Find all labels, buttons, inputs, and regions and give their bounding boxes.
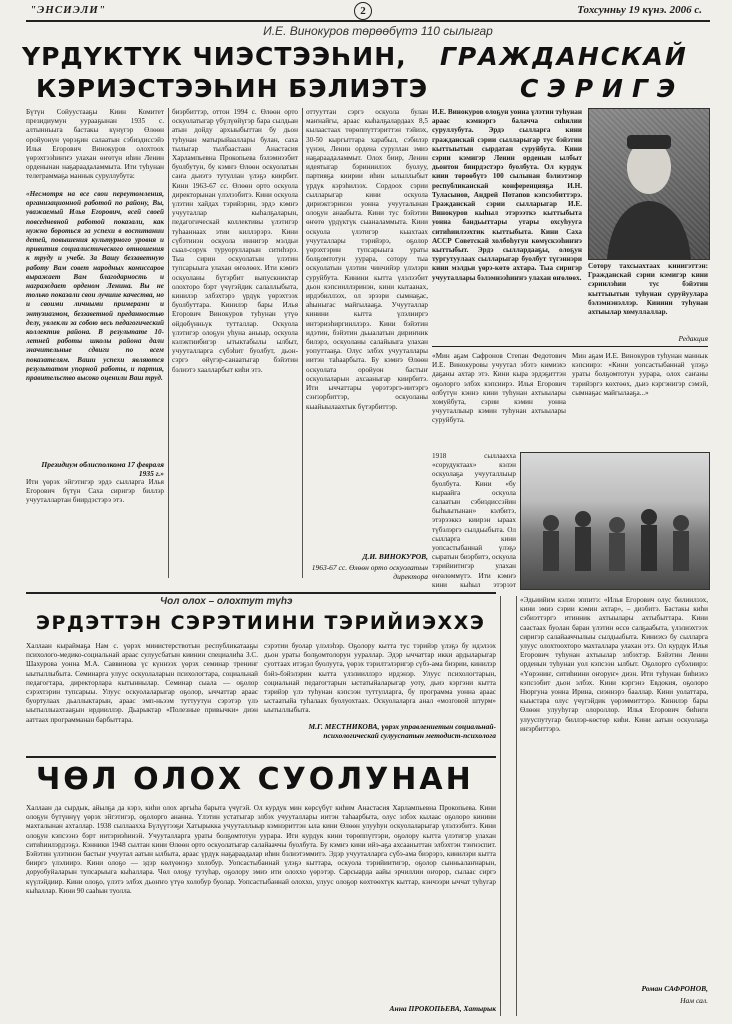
photo-side-text: 1918 сыллаахха «сорудуктаах» кэлэн оскуолаҕа учууталлыыр буолбута. Кини «бу кыраайга оскуола салаатын сэбиэдиссэйин быһыытынан» кэлбитэ, этэрээккэ киирэн ыраах түбэлэргэ сылдьыбыта. Ол сылларга кини уопсастыбаннай үлэҕэ сыратын биэрбитэ, оскуола тэрийиитигэр улахан өҥөлөммүтэ. Ити кэмҥэ кини кыһыл этэрээт	[432, 452, 516, 589]
section3-headline: ЧӨЛ ОЛОХ СУОЛУНАН	[36, 762, 474, 797]
masthead	[0, 2, 732, 20]
col3-signature-role: 1963-67 сс. Өлөөн орто оскуолатын директора	[311, 563, 428, 581]
right-body: И.Е. Винокуров олоҕун уонна үлэтин туһунан араас кэмнэргэ балачча сиһилии суруллубута. Эрдэ сылларга кини гражданскай сэрии сылларыгар тус бэйэтин кыттыытын сырдатан суруйбута. Кини сэрии кэмигэр Ленин орденын ылбыт дьонтон биирдэстэрэ буолбута. Ол курдук кини төрөөбүтэ 100 сылынан бэлиэтэнэр республиканскай конференцияҕа И.Н. Туласынов, Андрей Потапов кэпсээбиттэрэ. Гражданскай сэрии сылларыгар И.Е. Винокуров кыһыл этэрээткэ кыттыбыта уонна бандьыттары утары охсуһууга ситиһиилээхтик кыттыбыта. Кини Саха АССР Советскай холбоһугун көмүскээһиҥҥэ кыттыбыт. Эрдэ сыллардааҕы, олоҕун тургутуулаах сылларыгар буолбут түгэннэри кини мэлдьи үөрэ-көтө ахтара. Тыа сиригэр учууталлары бэлэмнээһиҥҥэ улахан өҥөлөөх.	[432, 108, 582, 282]
col3-signature: Д.И. ВИНОКУРОВ,	[362, 552, 428, 561]
section2-kicker: Чол олох – олохтут түһэ	[160, 596, 293, 607]
column-divider	[500, 596, 501, 1016]
col1-intro: Бүтүн Сойуустааҕы Киин Комитет президиумун уурааҕынан 1935 с. алтынньыга бастакы күнүгэр Өлөөн оройуонун үөрэҕин салаатын сэбиэдиссэйэ Илья Егорович Винокуров олохтоох үөрэхтээһиҥҥэ улахан өҥөтүн иһин Ленин орденынан наҕараадаламмыта. Ити туһунан телеграммаҕа маннык суруллубута:	[26, 108, 164, 181]
section-rule	[26, 756, 496, 758]
rule	[432, 346, 708, 347]
crowd-figures-icon	[521, 453, 709, 589]
top-kicker: И.Е. Винокуров төрөөбүтэ 110 сылыгар	[263, 24, 493, 38]
column-divider	[516, 596, 517, 1016]
section2-headline: ЭРДЭТТЭН СЭРЭТИИНИ ТЭРИЙИЭХХЭ	[36, 612, 486, 634]
header-rule	[26, 20, 710, 22]
right-bold-note: Сотору тахсыахтаах кинигэттэн: Гражданскай сэрии кэмигэр кини сэриилэһии тус бэйэтин кыттыытын туһунан суруйуулара бэлэмнэнэллэр. Кинини туһунан ахтыылар хомуллаллар.	[588, 262, 708, 317]
right-caption: Редакция	[678, 334, 708, 343]
group-photo	[520, 452, 710, 590]
issue-date: Тохсунньу 19 күнэ. 2006 с.	[577, 4, 702, 16]
mid-text-2: Мин аҕам И.Е. Винокуров туһунан маннык кэпсиирэ: «Кини уопсастыбаннай үлэҕэ ураты болҕомтотун уурара, олох саҥаны тэрийэргэ көхтөөх, дьиэ кэргэнигэр сэмэй, сымнаҕас майгылааҕа...»	[572, 352, 708, 397]
section2-signature: М.Г. МЕСТНИКОВА, үөрэх управлениетын социальнай-психологическай сулууспатын методист-психолога	[308, 722, 496, 740]
section3-body: Халлаан да сырдык, айылҕа да кэрэ, киһи олох аргыһа барыта үчүгэй. Ол курдук мин көрсүбүт киһим Анастасия Харлампьевна Прокопьева. Кини олоҕун бүтүннүү үөрэх эйгэтигэр, оҕолорго ананна. Үлэтин устатыгар элбэх учууталлары иитэн таһаарбыта, олус элбэх кылаас оҕолоро кинини махталынан ахталлар. 1938 сыллаахха Бүлүүтээҕи Хатырыкка учууталлыыр кэмнэриттэн ыла кини Өлөөн улууһун оскуолаларыгар үлэлээбитэ. Кини олоҕун кэпсээнэ бэрт интэриэһинэй. Учууталларга ураты болҕомтотун уурара. Ити курдук кини төрөппүттэри, оҕолору кытта үлэтигэр улахан ситиһиилэрдээҕэ. Кэнники 1948 сылтан кини Өлөөн орто оскуолатыгар салайааччы буолбута. Бу кэмҥэ кини ийэ-аҕа ахсааныттан элбэхтэн тэҥнэспит. Бэйэтин үлэтинэн бастыҥ учуутал аатын ылбыта, араас үрдүк наҕараадалар иһин бэлиэтэммитэ. Эдэр учууталларга сүбэ-ама биэрэрэ, кинилэри кытта бииргэ үлэлиирэ. Кини олоҕо — эдэр көлүөнэҕэ холобур. Уопсастыбаннай үлэҕэ кыттара, оскуола тэрийиитигэр, оҕолор сынньалаҥнарын, доруобуйаларын тупсарыыга кыһаллара. Чөл олоҕу тутуһар, оҕолору эмиэ ити олоххо үөрэтэр. Сарсыарда аайы эрчиллии оҥорор, сылаас сиргэ күүлэйдиир. Кини олоҕо, үлэтэ элбэх дьоҥҥо үтүө холобур буолар. Уопсастыбаннай олоххо, улуус олоҕор көхтөөхтүк кыттар, кэнчээри ыччат туһугар кыһаллар. Кини 90 сааһын туолла.	[26, 804, 496, 895]
section2-col1: Халлаан кыраймаҕа Нам с. үөрэх министерствотын республикатааҕы психолого-медико-социальнай араас сулуусбатын киинин специалиһа З.С. Шахурова уонна М.А. Саввинова үс күннээх үөрэх семинар тренинг ыытыллыбыта. Семинарга улуус оскуолаларын психологтара, социальнай педагогтара, директорлара кытыннылар. Семинар сыала — оҕолор сэрэхтэрин тупсарыы. Улуус оскуолаларыгар оҕолор, ыччаттар араас буортулаах дьаллыктарын, араас эмп-ньээм туттуутун сэрэтэр үлэ ыытыллыахтааҕын ирдииллэр. Дьарыктар «Полезные привычки» диэн ааттаах программанан барбыттара.	[26, 642, 258, 724]
portrait-figure-icon	[589, 109, 709, 259]
bottom-right-body: «Эдьиийим кэлэн эппитэ: «Илья Егорович олус билиилээх, кини эмиэ сэрии кэмин ахтар», – диэбитэ. Бастакы киһи сэбиэттэргэ итинник ахтыылары ахтыбыттара. Кини саастаах буолан баран үлэтин өссө салҕаабыта, үлэлиэхтээх сиригэр салайааччылыы сылдьыбыта. Киниэхэ бу сылларга улуус олохтоохторо махталлара улахан этэ. Ол курдук Илья Егорович туһунан ахтыылар элбэхтэр. Бэйэтин Ленин орденын туһунан уол кэпсээн ылбыт. Оҕолорго сүбэлиирэ: «Үөрэниҥ, ситиһиини оҥоруҥ» диэн. Ити туһунан биһиэхэ кэпсээбит дьон элбэх. Кини кэргэнэ Евдокия, оҕолоро Нюргуна уонна Ирина, сиэннэрэ бааллар. Кини уолаттара, кыыстара олус үчүгэйдик үөрэммиттэрэ. Кинилэр бары Өлөөн улууһугар олороллор. Илья Егорович биһиги улууспутугар биллэр-көстөр киһи. Кини аатын оскуолаҕа иҥэрбиттэрэ.	[520, 596, 708, 733]
section3-signature: Анна ПРОКОПЬЕВА, Хатырык	[389, 1004, 496, 1013]
column-divider	[302, 108, 303, 578]
section2-col2: сэрэтии буолар үлэлэһэр. Оҕолору кытта тус тэрийэр үлэҕэ бу идэлээх дьон ураты болҕомтолорун уураллар. Эдэр ыччаттар икки ардыларыгар суоттаах итэҕэл буолуута, үөрэх тэрилтэлэригэр сүбэ-ама биэрии, кинилэр бэйэ-бэйэлэрин кытта үлэлииллэрэ ирдэнэр. Улуус психологтарын, социальнай педагогтарын ыстатыйаларыгар уоту, дьиэ кэргэни кытта тэрийэр үлэ туһунан кэпсээн туттулларга, бу программа уонна араас ыстаатыйа туһалаах буолуохтаах. Оскуолаларга анал «мозговой штурм» ыытыллыбыта.	[264, 642, 496, 715]
col1-after: Ити үөрэх эйгэтигэр эрдэ сылларга Илья Егорович бүтүн Саха сиригэр биллэр учууталлартан биирдэстэрэ этэ.	[26, 478, 164, 505]
bottom-right-signature-role: Нам сал.	[680, 996, 708, 1005]
col1-quote: «Несмотря на все свои переутомления, организационной работой по району, Вы, уважаемый Илья Егорович, всей своей повседневной работой показали, как нужно бороться за успехи в воспитании детей, повышения культурного уровня и привития социалистического отношения к труду и учебе. За Вашу беззаветную работу Вам совет народных комиссаров выражает Вам благодарность и награждает орденом Ленина. Вы не только показали свои лучшие качества, но и своими личными примерами и энтузиазмом, беззаветной преданностью делу, увлекли за собою весь педагогический коллектив района. В результате 10-летней работы школы района дали значительные сдвиги по всем показателям. Ваши успехи являются результатом упорной работы, и партия, правительство высоко оценили Ваш труд.	[26, 190, 164, 383]
column-divider	[168, 108, 169, 578]
newspaper-name: "ЭНСИЭЛИ"	[30, 4, 106, 16]
mid-text: «Мин аҕам Сафронов Степан Федотович И.Е. Винокуровы учуутал эбэтэ кимиэхэ даҕаны ахтар этэ. Кини кыра эрдэҕиттэн оҕолорго элбэх кэпсиирэ. Илья Егорович өлбүтүн кэннэ кини туһунан ахтыылары хомуйбута, сэрии кэмин уонна учууталлыыр кэмин туһунан ахтыылары суруйбута.	[432, 352, 566, 425]
headline-right-2: СЭРИГЭ	[520, 74, 685, 103]
col3-body: оттууттан сэргэ оскуола булан маҥнайгы, араас кыһалҕалардаах 8,5 кылаастаах төрөппүттэриттэн тэйиэх, 30-50 кыргыттара харабыл, сэбилэр үүнэн, Ленин ордена суруллан эмиэ наҕараадаламмыт. Олох биир, Ленин идеятыгар бэриниилээх буолуу, партияҕа киирии иһин ылыллыбыт үрдүк кэрэһилээх. Сордоох сэрии сылларыгар кини оскуола дириэктэринэн уонна учууталынан олоҕун анаабыта. Кини тус бэйэтин өҥөтө үрдүктүк сыаналаммыта. Кини оскуола үлэтигэр кыахтаах учууталлары тэрийэрэ, оҕолор үөрэхтэрин тупсарыыга ураты болҕомтотун уурара, сотору тыа оскуолатын үлэтин чинчийэр үлэлэри суруйбута. Кинини кытта үлэлээбит дьон кэпсииллэринэн, кини кытаанах, ирдэбиллээх, ол эрээри сымнаҕас, аһыныгас майгылааҕа. Учууталлар кинини кытта үлэлииргэ интэриэһиргииллэрэ. Кини бэйэтин идэтин, бэйэтин дьыалатын дириҥник билэрэ, оскуоланы салайыыга улахан уопуттааҕа. Олус элбэх учууталлары иитэн таһаарбыта. Бу кэмҥэ Өлөөн оскуолата оройуон бастыҥ оскуолаларын ахсааныгар киирбитэ. Ити ыччаттары үөрэтэргэ-иитэргэ сэҥээрбиттэр, оскуоланы кыайыылаахтык бүтэрбиттэр.	[306, 108, 428, 411]
headline-right-1: ГРАЖДАНСКАЙ	[440, 42, 688, 71]
section-rule	[26, 592, 496, 594]
headline-left-1: ҮРДҮКТҮК ЧИЭСТЭЭҺИН,	[22, 42, 407, 71]
col1-signature: Президиум облисполкома 17 февраля 1935 г.»	[41, 460, 164, 478]
col2-body: биэрбиттэр, оттон 1994 с. Өлөөн орто оскуолатыгар үбүлүөйүгэр бара сылдьан атын дойду архыыбыттан бу дьон туһунан матырыйааллары булан, саха тылыгар тылбаастаан Анастасия Харлампьевна Прокопьева бэлэмнээбит буолбутун, бу кэмҥэ Өлөөн оскуолатын саҥа дьиэтэ тутуллан үлэҕэ киирбит. Кини 1963-67 сс. Өлөөн орто оскуола директорынан үлэлээбитэ. Кини оскуола үлэтин хайдах тэрийэрин, эрдэ кэмҥэ учууталлар кыһалҕаларын, педагогическай коллективы үлэтигэр туһааннаах этии киллэрэрэ. Кини сүбэтинэн оскуола иннигэр мэлдьи сыал-сорук туруорулларын ситиһэрэ. Тыа сирин оскуолатын үлэтин тупсарыыга улахан өҥөлөөх. Ити кэмҥэ оскуоланы бүтэрбит выпускниктар олохторо бэрт үчүгэйдик салаллыбыта, кинилэр элбэхтэрэ үрдүк үөрэхтээх буолбуттара. Кинилэр бары Илья Егорович Винокуров туһунан үтүө өйдөбүнньүк тутталлар. Оскуола үлэтигэр олоҕун уһуна аныыр, оскуола кэлэктиибигэр ытыктабылы ылбыт, учууталларга сүбэһит буолбут, дьон-сэргэ өйүгэр-санаатыгар бэйэтин бэлиэтэ хаалларбыт киһи этэ.	[172, 108, 298, 374]
page-number: 2	[354, 2, 372, 20]
portrait-photo	[588, 108, 710, 260]
headline-left-2: КЭРИЭСТЭЭҺИН БЭЛИЭТЭ	[36, 74, 429, 103]
bottom-right-signature: Роман САФРОНОВ,	[641, 984, 708, 993]
